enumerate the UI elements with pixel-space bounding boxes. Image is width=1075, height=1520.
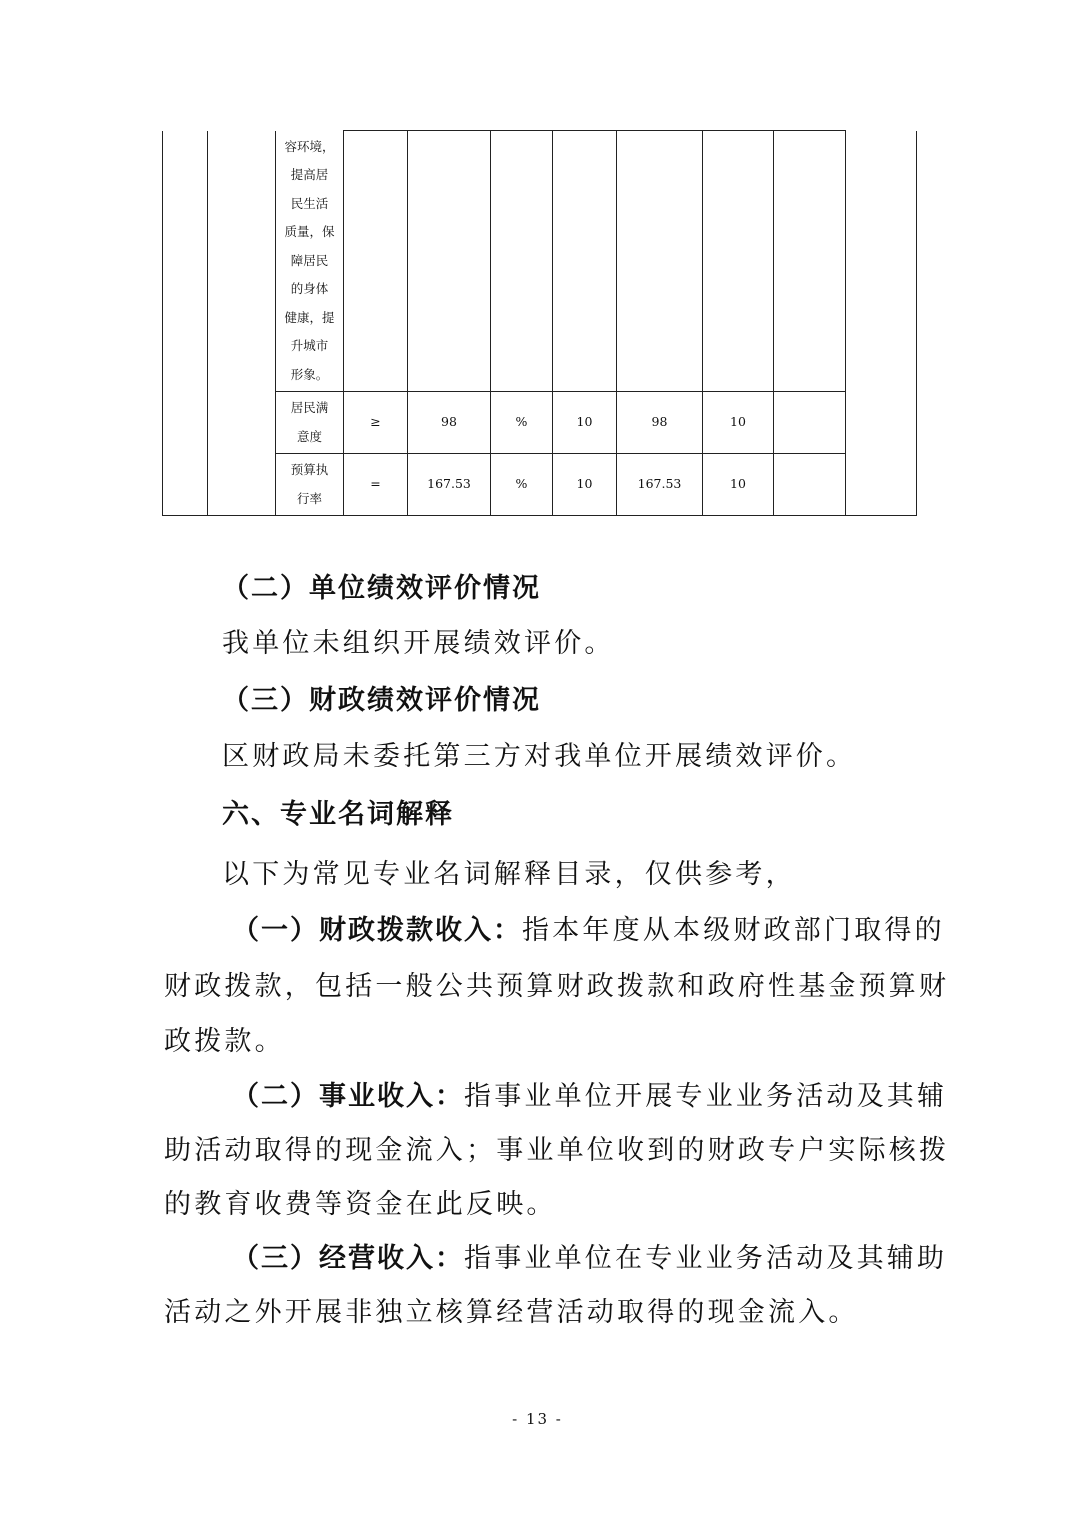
cell-line: 行率 [296,490,322,506]
paragraph-finance-evaluation: 区财政局未委托第三方对我单位开展绩效评价。 [222,741,857,772]
table-cell-actual: 98 [617,392,703,454]
cell-line: 障居民 [290,252,329,268]
cell-line: 意度 [296,428,322,444]
glossary-term-line: 财政拨款，包括一般公共预算财政拨款和政府性基金预算财 [164,971,950,1002]
cell-line: 健康，提 [284,309,335,325]
performance-indicator-table [162,130,917,516]
table-cell-blank [163,131,208,516]
paragraph-glossary-intro: 以下为常见专业名词解释目录，仅供参考， [222,859,796,890]
paragraph-unit-evaluation: 我单位未组织开展绩效评价。 [222,628,615,659]
table-cell-remark [774,131,846,392]
table-cell-remark [774,392,846,454]
glossary-term-text: 指本年度从本级财政部门取得的 [522,915,945,946]
table-cell-target: 167.53 [408,454,491,516]
table-cell-weight: 10 [553,454,617,516]
glossary-term-label: （一）财政拨款收入： [232,915,522,946]
table-cell-target [408,131,491,392]
glossary-term-line [232,1236,1075,1275]
glossary-term-line [232,1074,1075,1113]
table-cell-remark [774,454,846,516]
table-row [163,131,917,392]
table-cell-indicator [276,131,344,392]
table-cell-operator [344,131,408,392]
cell-line: 容环境， [284,138,335,154]
glossary-term-line: 政拨款。 [164,1026,285,1057]
table-cell-weight: 10 [553,392,617,454]
section-heading-finance-evaluation: （三）财政绩效评价情况 [222,685,541,716]
table-cell-weight [553,131,617,392]
glossary-term-label: （三）经营收入： [232,1243,464,1274]
glossary-term-line [232,908,1075,947]
table-cell-unit [491,131,553,392]
table-cell-indicator [276,454,344,516]
cell-line: 形象。 [290,366,329,382]
cell-line: 升城市 [290,338,329,353]
table-cell-operator: = [344,454,408,516]
cell-line: 居民满 [290,400,329,415]
cell-line: 提高居 [290,167,329,182]
table-cell-blank [208,131,276,516]
table-cell-blank [846,131,917,516]
table-cell-score: 10 [703,454,774,516]
section-heading-unit-evaluation: （二）单位绩效评价情况 [222,573,541,604]
glossary-term-label: （二）事业收入： [232,1081,464,1112]
glossary-term-line: 助活动取得的现金流入；事业单位收到的财政专户实际核拨 [164,1135,950,1166]
table-row [163,392,917,454]
table-cell-target: 98 [408,392,491,454]
cell-line: 民生活 [290,195,329,211]
glossary-term-line: 活动之外开展非独立核算经营活动取得的现金流入。 [164,1297,859,1328]
glossary-term-text: 指事业单位在专业业务活动及其辅助 [464,1243,948,1274]
table-row [163,454,917,516]
cell-line: 预算执 [290,462,329,477]
table-cell-actual [617,131,703,392]
table-cell-indicator [276,392,344,454]
glossary-term-line: 的教育收费等资金在此反映。 [164,1189,557,1220]
cell-line: 的身体 [290,281,329,296]
table-cell-unit: % [491,392,553,454]
cell-line: 质量，保 [284,224,335,239]
table-cell-operator: ≥ [344,392,408,454]
table-cell-unit: % [491,454,553,516]
table-cell-actual: 167.53 [617,454,703,516]
section-heading-glossary: 六、专业名词解释 [222,799,454,830]
glossary-term-text: 指事业单位开展专业业务活动及其辅 [464,1081,948,1112]
table-cell-score [703,131,774,392]
table-cell-score: 10 [703,392,774,454]
page-number: - 13 - [512,1410,563,1428]
